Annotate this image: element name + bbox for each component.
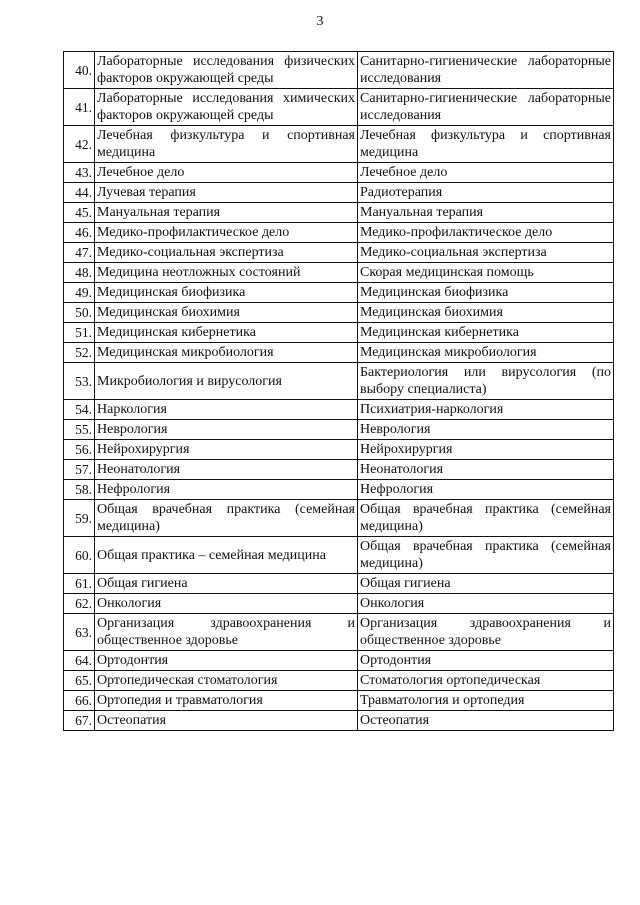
equivalent-specialty-cell: Нефрология <box>358 480 614 500</box>
table-row <box>64 163 614 183</box>
equivalent-specialty-cell: Общая врачебная практика (семейная медицина) <box>358 537 614 574</box>
equivalent-specialty-cell: Ортодонтия <box>358 651 614 671</box>
table-row <box>64 420 614 440</box>
specialties-table <box>63 51 614 731</box>
row-number: 45. <box>64 203 95 223</box>
equivalent-specialty-cell: Медицинская микробиология <box>358 343 614 363</box>
specialty-cell: Неврология <box>95 420 358 440</box>
row-number: 61. <box>64 574 95 594</box>
specialty-cell: Общая гигиена <box>95 574 358 594</box>
table-row <box>64 243 614 263</box>
row-number: 48. <box>64 263 95 283</box>
table-row <box>64 89 614 126</box>
row-number: 51. <box>64 323 95 343</box>
row-number: 42. <box>64 126 95 163</box>
specialty-cell: Остеопатия <box>95 711 358 731</box>
specialty-cell: Ортопедия и травматология <box>95 691 358 711</box>
row-number: 57. <box>64 460 95 480</box>
row-number: 65. <box>64 671 95 691</box>
table-row <box>64 303 614 323</box>
equivalent-specialty-cell: Общая врачебная практика (семейная медицина) <box>358 500 614 537</box>
specialty-cell: Ортопедическая стоматология <box>95 671 358 691</box>
table-row <box>64 671 614 691</box>
row-number: 43. <box>64 163 95 183</box>
table-row <box>64 400 614 420</box>
specialty-cell: Наркология <box>95 400 358 420</box>
row-number: 55. <box>64 420 95 440</box>
equivalent-specialty-cell: Бактериология или вирусология (по выбору специалиста) <box>358 363 614 400</box>
table-row <box>64 594 614 614</box>
specialty-cell: Мануальная терапия <box>95 203 358 223</box>
specialty-cell: Медицинская биохимия <box>95 303 358 323</box>
table-row <box>64 283 614 303</box>
specialty-cell: Организация здравоохранения и общественное здоровье <box>95 614 358 651</box>
table-row <box>64 460 614 480</box>
equivalent-specialty-cell: Медицинская биохимия <box>358 303 614 323</box>
equivalent-specialty-cell: Медицинская кибернетика <box>358 323 614 343</box>
equivalent-specialty-cell: Санитарно-гигиенические лабораторные исследования <box>358 52 614 89</box>
row-number: 50. <box>64 303 95 323</box>
table-row <box>64 126 614 163</box>
table-body <box>64 52 614 731</box>
table-row <box>64 223 614 243</box>
specialty-cell: Лабораторные исследования физических факторов окружающей среды <box>95 52 358 89</box>
row-number: 56. <box>64 440 95 460</box>
equivalent-specialty-cell: Медицинская биофизика <box>358 283 614 303</box>
table-row <box>64 203 614 223</box>
equivalent-specialty-cell: Лечебное дело <box>358 163 614 183</box>
table-row <box>64 183 614 203</box>
row-number: 62. <box>64 594 95 614</box>
equivalent-specialty-cell: Радиотерапия <box>358 183 614 203</box>
equivalent-specialty-cell: Лечебная физкультура и спортивная медицина <box>358 126 614 163</box>
row-number: 46. <box>64 223 95 243</box>
equivalent-specialty-cell: Организация здравоохранения и общественное здоровье <box>358 614 614 651</box>
specialty-cell: Медико-социальная экспертиза <box>95 243 358 263</box>
table-row <box>64 537 614 574</box>
table-row <box>64 574 614 594</box>
table-row <box>64 500 614 537</box>
row-number: 47. <box>64 243 95 263</box>
specialty-cell: Лечебная физкультура и спортивная медицина <box>95 126 358 163</box>
specialty-cell: Медицина неотложных состояний <box>95 263 358 283</box>
table-row <box>64 691 614 711</box>
row-number: 41. <box>64 89 95 126</box>
table-row <box>64 343 614 363</box>
row-number: 52. <box>64 343 95 363</box>
row-number: 40. <box>64 52 95 89</box>
equivalent-specialty-cell: Травматология и ортопедия <box>358 691 614 711</box>
equivalent-specialty-cell: Неврология <box>358 420 614 440</box>
table-row <box>64 614 614 651</box>
equivalent-specialty-cell: Мануальная терапия <box>358 203 614 223</box>
specialty-cell: Онкология <box>95 594 358 614</box>
row-number: 59. <box>64 500 95 537</box>
specialty-cell: Медико-профилактическое дело <box>95 223 358 243</box>
equivalent-specialty-cell: Неонатология <box>358 460 614 480</box>
row-number: 60. <box>64 537 95 574</box>
specialty-cell: Ортодонтия <box>95 651 358 671</box>
equivalent-specialty-cell: Общая гигиена <box>358 574 614 594</box>
row-number: 67. <box>64 711 95 731</box>
specialty-cell: Общая практика – семейная медицина <box>95 537 358 574</box>
row-number: 64. <box>64 651 95 671</box>
specialty-cell: Медицинская микробиология <box>95 343 358 363</box>
row-number: 53. <box>64 363 95 400</box>
equivalent-specialty-cell: Медико-профилактическое дело <box>358 223 614 243</box>
table-row <box>64 480 614 500</box>
row-number: 66. <box>64 691 95 711</box>
equivalent-specialty-cell: Нейрохирургия <box>358 440 614 460</box>
specialty-cell: Медицинская кибернетика <box>95 323 358 343</box>
row-number: 44. <box>64 183 95 203</box>
specialty-cell: Медицинская биофизика <box>95 283 358 303</box>
equivalent-specialty-cell: Медико-социальная экспертиза <box>358 243 614 263</box>
row-number: 49. <box>64 283 95 303</box>
table-row <box>64 440 614 460</box>
equivalent-specialty-cell: Санитарно-гигиенические лабораторные исследования <box>358 89 614 126</box>
equivalent-specialty-cell: Остеопатия <box>358 711 614 731</box>
specialty-cell: Лучевая терапия <box>95 183 358 203</box>
table-row <box>64 52 614 89</box>
table-row <box>64 651 614 671</box>
table-row <box>64 323 614 343</box>
specialty-cell: Лабораторные исследования химических факторов окружающей среды <box>95 89 358 126</box>
specialty-cell: Нейрохирургия <box>95 440 358 460</box>
specialty-cell: Микробиология и вирусология <box>95 363 358 400</box>
row-number: 58. <box>64 480 95 500</box>
row-number: 54. <box>64 400 95 420</box>
row-number: 63. <box>64 614 95 651</box>
equivalent-specialty-cell: Стоматология ортопедическая <box>358 671 614 691</box>
page-number: 3 <box>316 14 324 29</box>
equivalent-specialty-cell: Психиатрия-наркология <box>358 400 614 420</box>
equivalent-specialty-cell: Скорая медицинская помощь <box>358 263 614 283</box>
table-row <box>64 363 614 400</box>
specialty-cell: Общая врачебная практика (семейная медицина) <box>95 500 358 537</box>
specialty-cell: Нефрология <box>95 480 358 500</box>
table-row <box>64 263 614 283</box>
specialty-cell: Лечебное дело <box>95 163 358 183</box>
table-row <box>64 711 614 731</box>
specialty-cell: Неонатология <box>95 460 358 480</box>
equivalent-specialty-cell: Онкология <box>358 594 614 614</box>
